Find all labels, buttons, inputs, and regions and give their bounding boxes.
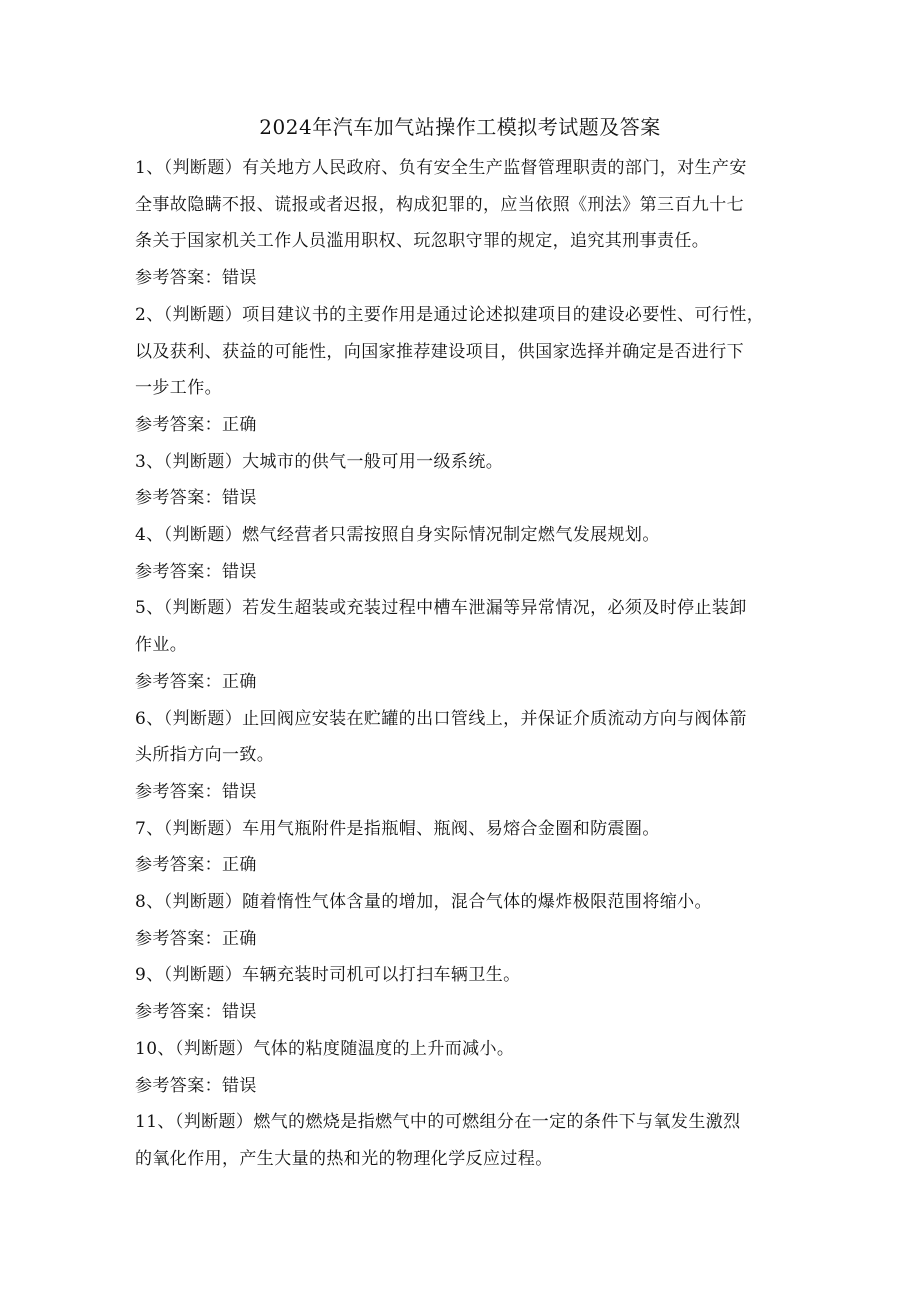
answer-prefix: 参考答案： xyxy=(135,1002,222,1023)
answer-line xyxy=(135,480,790,517)
question-text-line: 作业。 xyxy=(135,635,188,656)
answer-prefix: 参考答案： xyxy=(135,671,222,692)
answer-prefix: 参考答案： xyxy=(135,561,222,582)
answer-line xyxy=(135,407,790,444)
answer-line xyxy=(135,664,790,701)
answer-value: 正确 xyxy=(222,671,257,692)
page-title: 2024年汽车加气站操作工模拟考试题及答案 xyxy=(259,115,661,139)
answer-value: 错误 xyxy=(222,1002,257,1023)
question-item xyxy=(135,1031,790,1104)
question-text-line: 5、（判断题）若发生超装或充装过程中槽车泄漏等异常情况，必须及时停止装卸 xyxy=(135,598,747,619)
question-text-line: 6、（判断题）止回阀应安装在贮罐的出口管线上，并保证介质流动方向与阀体箭 xyxy=(135,708,747,729)
answer-prefix: 参考答案： xyxy=(135,781,222,802)
answer-prefix: 参考答案： xyxy=(135,855,222,876)
question-item xyxy=(135,1104,790,1177)
answer-value: 错误 xyxy=(222,268,257,289)
answer-prefix: 参考答案： xyxy=(135,414,222,435)
answer-value: 正确 xyxy=(222,855,257,876)
answer-value: 错误 xyxy=(222,488,257,509)
question-text-line: 一步工作。 xyxy=(135,378,222,399)
question-text-line: 10、（判断题）气体的粘度随温度的上升而减小。 xyxy=(135,1038,515,1059)
answer-prefix: 参考答案： xyxy=(135,1075,222,1096)
question-item xyxy=(135,517,790,590)
question-item xyxy=(135,297,790,444)
question-item xyxy=(135,957,790,1030)
answer-value: 正确 xyxy=(222,928,257,949)
answer-line xyxy=(135,260,790,297)
question-list xyxy=(135,150,790,1178)
question-text-line: 8、（判断题）随着惰性气体含量的增加，混合气体的爆炸极限范围将缩小。 xyxy=(135,892,712,913)
question-item xyxy=(135,811,790,884)
question-item xyxy=(135,701,790,811)
question-text-line: 11、（判断题）燃气的燃烧是指燃气中的可燃组分在一定的条件下与氧发生激烈 xyxy=(135,1112,741,1133)
answer-value: 错误 xyxy=(222,781,257,802)
question-text-line: 条关于国家机关工作人员滥用职权、玩忽职守罪的规定，追究其刑事责任。 xyxy=(135,231,710,252)
answer-prefix: 参考答案： xyxy=(135,268,222,289)
question-text-line: 的氧化作用，产生大量的热和光的物理化学反应过程。 xyxy=(135,1148,553,1169)
question-text-line: 9、（判断题）车辆充装时司机可以打扫车辆卫生。 xyxy=(135,965,521,986)
answer-line xyxy=(135,847,790,884)
answer-line xyxy=(135,554,790,591)
question-item xyxy=(135,150,790,297)
answer-line xyxy=(135,921,790,958)
question-text-line: 4、（判断题）燃气经营者只需按照自身实际情况制定燃气发展规划。 xyxy=(135,525,660,546)
answer-line xyxy=(135,1068,790,1105)
question-text-line: 3、（判断题）大城市的供气一般可用一级系统。 xyxy=(135,451,504,472)
answer-value: 错误 xyxy=(222,1075,257,1096)
question-text-line: 全事故隐瞒不报、谎报或者迟报，构成犯罪的，应当依照《刑法》第三百九十七 xyxy=(135,194,744,215)
question-text-line: 头所指方向一致。 xyxy=(135,745,275,766)
answer-line xyxy=(135,774,790,811)
answer-line xyxy=(135,994,790,1031)
question-item xyxy=(135,884,790,957)
answer-prefix: 参考答案： xyxy=(135,488,222,509)
question-item xyxy=(135,444,790,517)
answer-prefix: 参考答案： xyxy=(135,928,222,949)
question-text-line: 2、（判断题）项目建议书的主要作用是通过论述拟建项目的建设必要性、可行性， xyxy=(135,304,765,325)
question-text-line: 以及获利、获益的可能性，向国家推荐建设项目，供国家选择并确定是否进行下 xyxy=(135,341,744,362)
answer-value: 正确 xyxy=(222,414,257,435)
question-text-line: 7、（判断题）车用气瓶附件是指瓶帽、瓶阀、易熔合金圈和防震圈。 xyxy=(135,818,660,839)
answer-value: 错误 xyxy=(222,561,257,582)
question-text-line: 1、（判断题）有关地方人民政府、负有安全生产监督管理职责的部门，对生产安 xyxy=(135,158,747,178)
question-item xyxy=(135,590,790,700)
